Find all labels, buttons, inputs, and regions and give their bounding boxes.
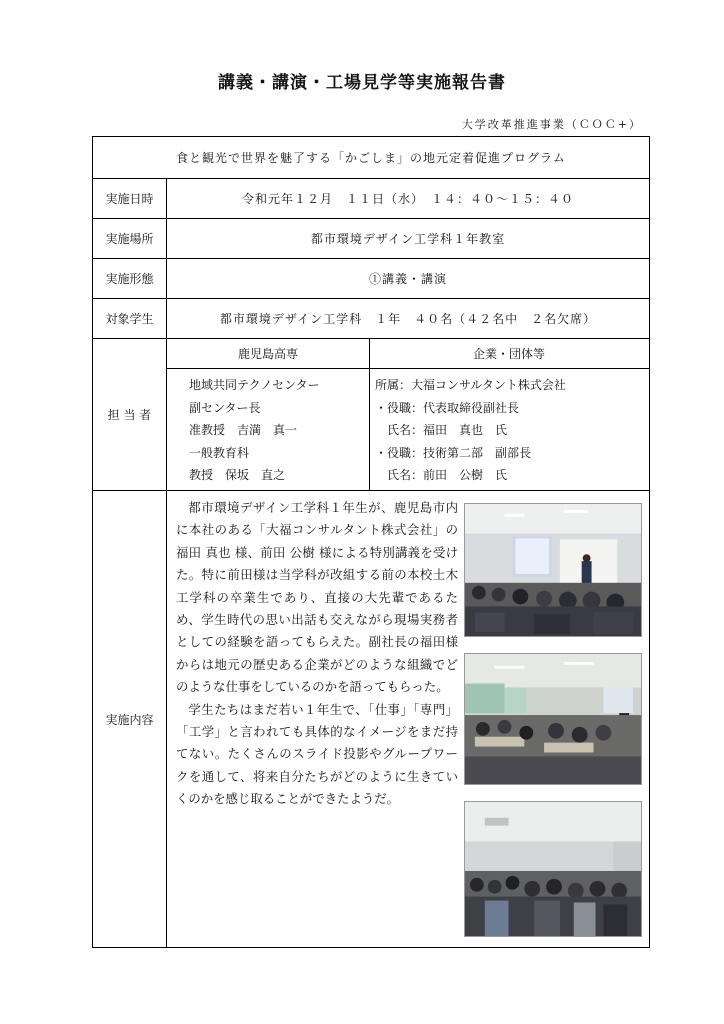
content-body bbox=[176, 497, 458, 811]
place-row bbox=[93, 219, 649, 259]
company-staff-line: 所属：大福コンサルタント株式会社 bbox=[375, 378, 566, 392]
school-staff-list bbox=[189, 374, 320, 487]
school-staff-line: 地域共同テクノセンター bbox=[189, 378, 320, 392]
content-paragraph: 学生たちはまだ若い１年生で、「仕事」「専門」「工学」と言われても具体的なイメージをまだ持てない。たくさんのスライド投影やグループワークを通して、将来自分たちがどのように生きていくのかを感じ取ることができたようだ。 bbox=[176, 701, 458, 807]
organization-label: 大学改革推進事業（ＣＯＣ+） bbox=[461, 118, 642, 131]
students-label: 対象学生 bbox=[93, 299, 167, 338]
datetime-label: 実施日時 bbox=[93, 179, 167, 218]
company-staff-line: 氏名：前田 公樹 氏 bbox=[375, 468, 508, 482]
staff-divider bbox=[369, 339, 370, 490]
school-staff-line: 教授 保坂 直之 bbox=[189, 468, 286, 482]
datetime-row bbox=[93, 179, 649, 219]
place-label: 実施場所 bbox=[93, 219, 167, 258]
school-header: 鹿児島高専 bbox=[167, 339, 369, 369]
staff-label: 担 当 者 bbox=[93, 339, 167, 490]
company-staff-line: ・役職：技術第二部 副部長 bbox=[375, 445, 532, 460]
format-row bbox=[93, 259, 649, 299]
report-title: 講義・講演・工場見学等実施報告書 bbox=[218, 73, 506, 93]
school-staff-line: 准教授 吉満 真一 bbox=[189, 423, 298, 437]
students-value: 都市環境デザイン工学科 １年 ４０名（４２名中 ２名欠席） bbox=[219, 312, 597, 326]
lecture-photo-2 bbox=[464, 653, 642, 785]
program-row bbox=[93, 137, 649, 179]
company-header: 企業・団体等 bbox=[369, 339, 649, 369]
company-staff-list bbox=[375, 374, 566, 487]
datetime-value: 令和元年１２月 １１日（水） １４：４０〜１５：４０ bbox=[241, 192, 574, 206]
lecture-photo-3 bbox=[464, 801, 642, 937]
lecture-photo-1 bbox=[464, 503, 642, 637]
company-staff-line: 氏名：福田 真也 氏 bbox=[375, 423, 508, 437]
content-row bbox=[93, 491, 649, 947]
format-value: ①講義・講演 bbox=[368, 272, 447, 286]
school-staff-line: 一般教育科 bbox=[189, 445, 250, 460]
school-staff-line: 副センター長 bbox=[189, 400, 261, 415]
format-label: 実施形態 bbox=[93, 259, 167, 298]
report-table bbox=[92, 136, 650, 948]
students-row bbox=[93, 299, 649, 339]
content-label: 実施内容 bbox=[93, 491, 167, 947]
program-name: 食と観光で世界を魅了する「かごしま」の地元定着促進プログラム bbox=[176, 151, 566, 165]
content-paragraph: 都市環境デザイン工学科１年生が、鹿児島市内に本社のある「大福コンサルタント株式会社」の福田 真也 様、前田 公樹 様による特別講義を受けた。特に前田様は当学科が改組する前の本校土木工学科の卒業生であり、直接の大先輩であるため、学生時代の思い出話も交えながら現場実務者としての経験を語ってもらえた。副社長の福田様からは地元の歴史ある企業がどのような組織でどのような仕事をしているのかを語ってもらった。 bbox=[176, 500, 458, 695]
company-staff-line: ・役職：代表取締役副社長 bbox=[375, 400, 520, 415]
place-value: 都市環境デザイン工学科１年教室 bbox=[310, 232, 506, 246]
staff-row bbox=[93, 339, 649, 491]
